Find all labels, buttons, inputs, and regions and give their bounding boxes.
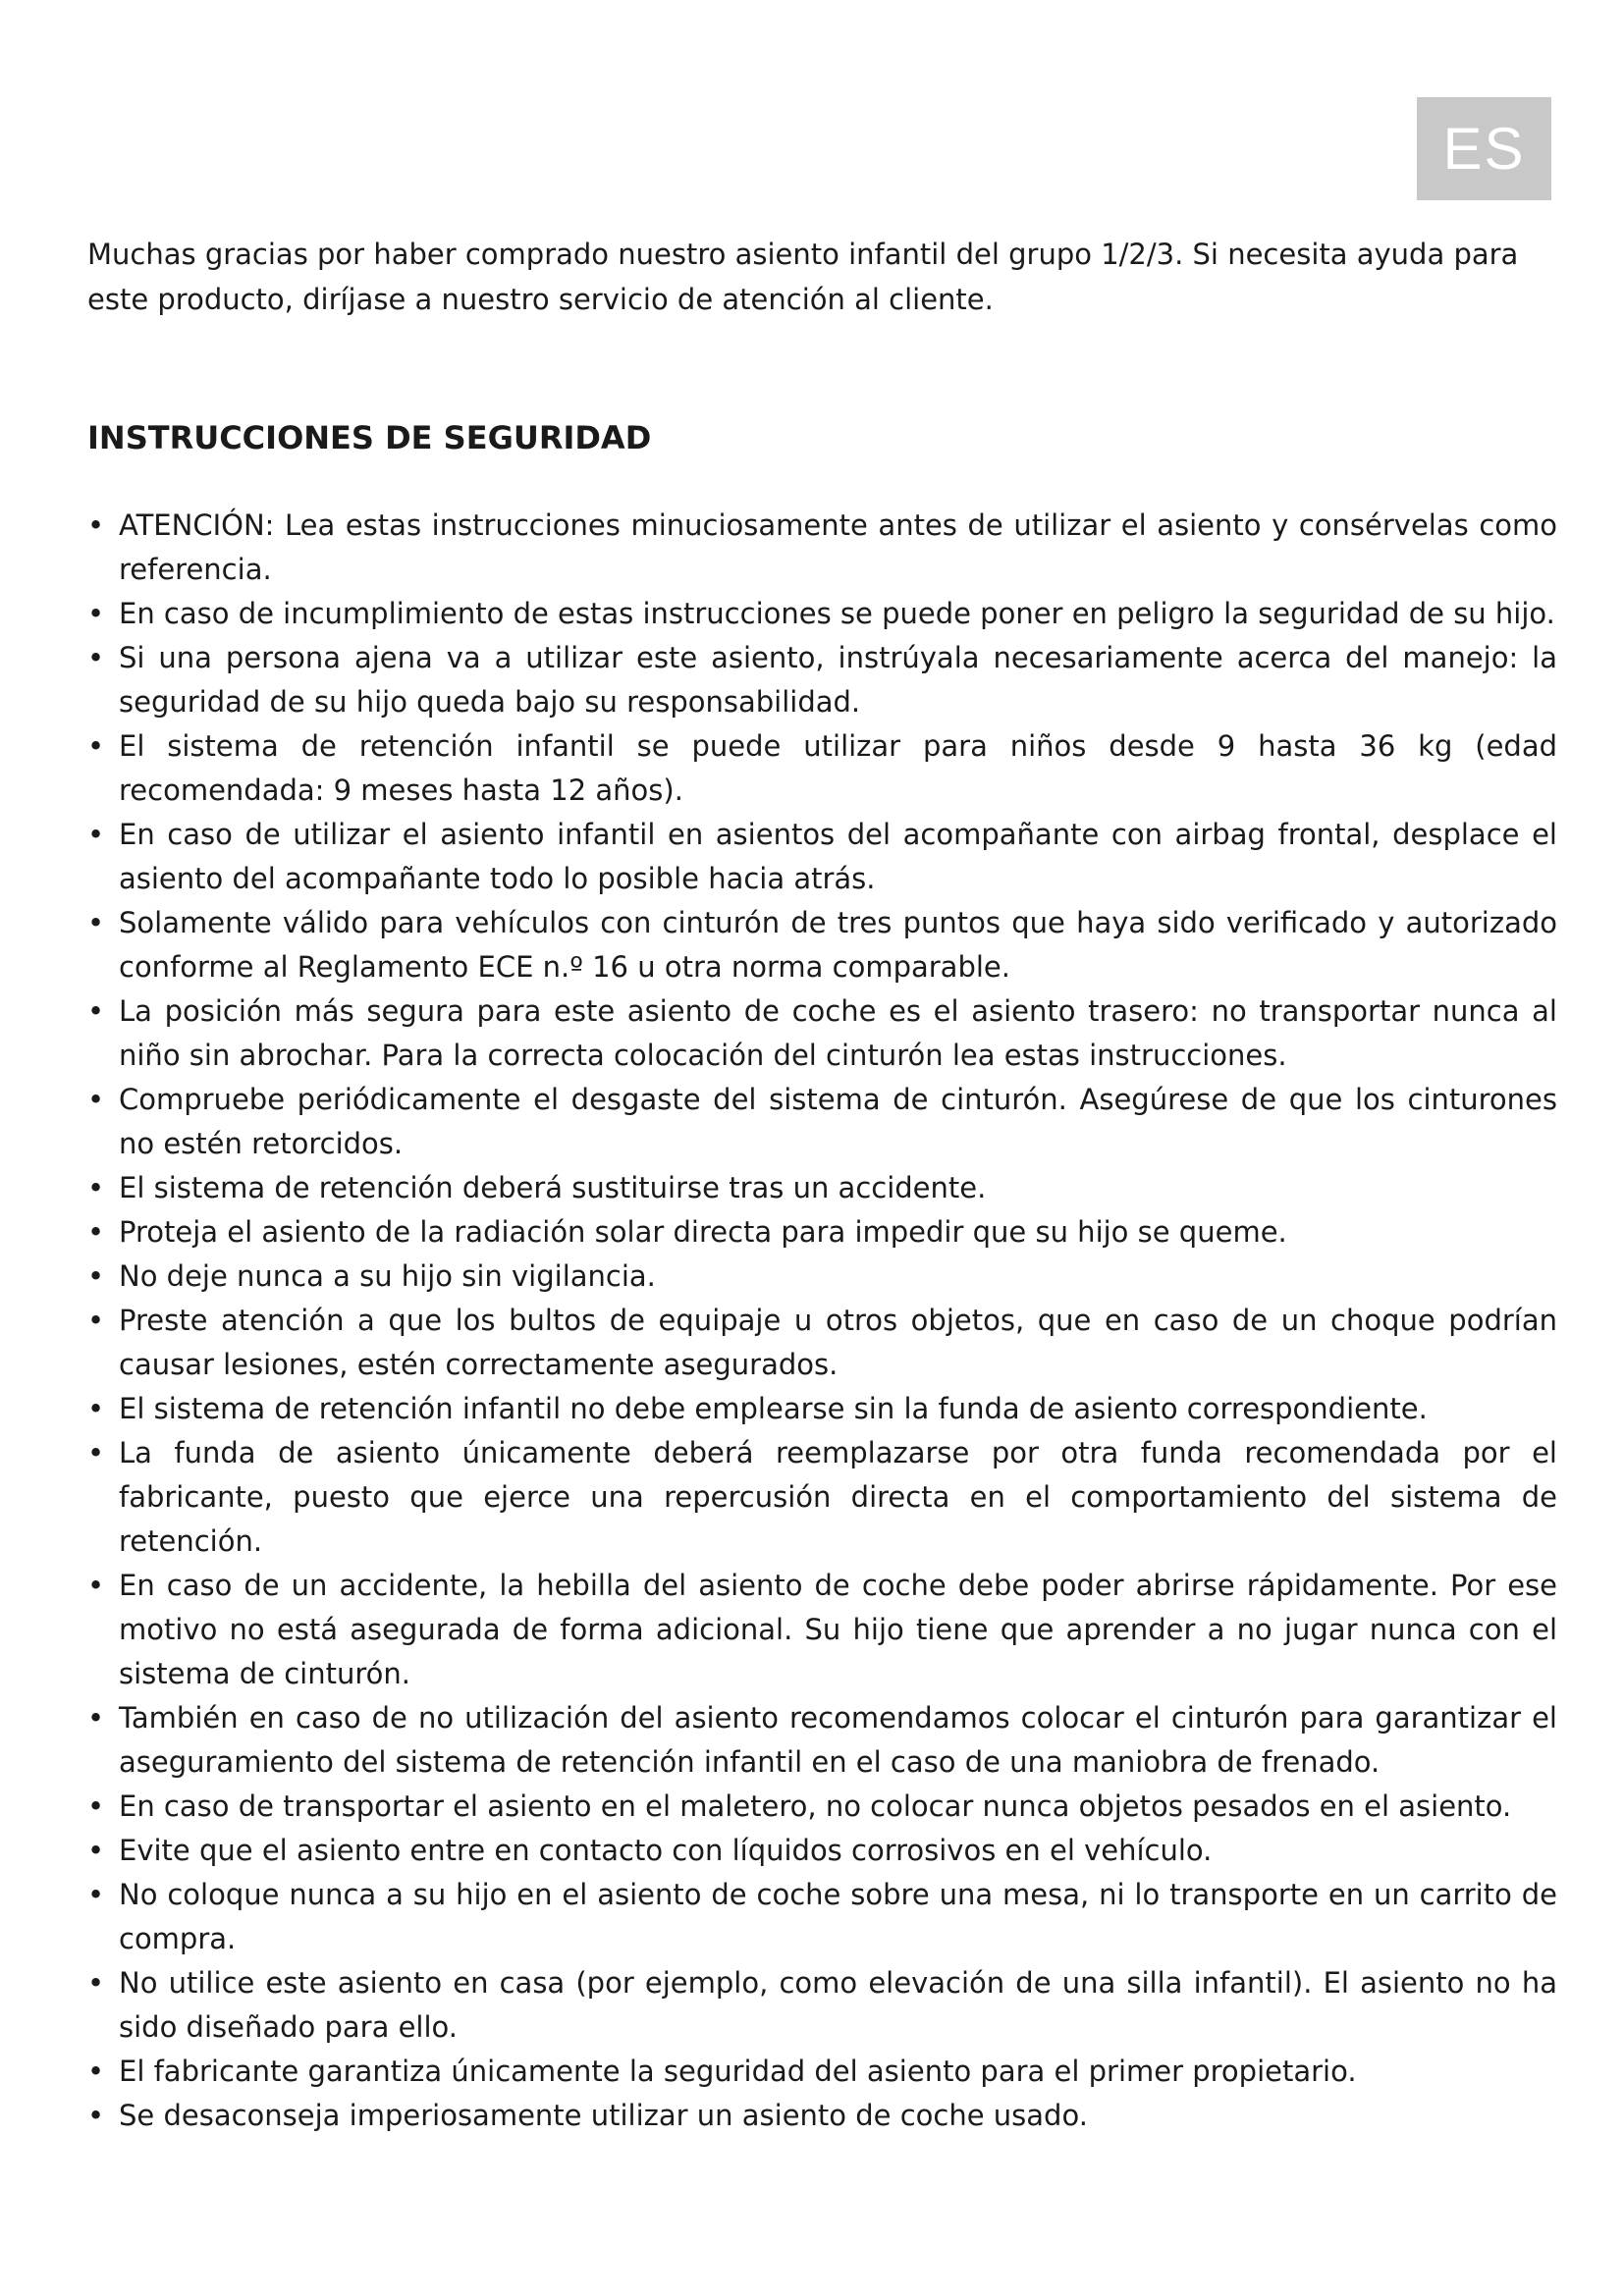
list-item-text: No utilice este asiento en casa (por ejemplo, como elevación de una silla infantil). El asiento no ha sido diseñado para ello. [119,1966,1557,2044]
list-item [87,504,1557,592]
list-item [87,1873,1557,1961]
bullet-icon: • [87,1789,105,1823]
list-item-text: El sistema de retención deberá sustituirse tras un accidente. [119,1171,987,1204]
list-item [87,592,1557,636]
list-item-text: ATENCIÓN: Lea estas instrucciones minuciosamente antes de utilizar el asiento y consérvelas como referencia. [119,508,1557,586]
list-item-text: En caso de transportar el asiento en el maletero, no colocar nunca objetos pesados en el asiento. [119,1789,1512,1823]
bullet-icon: • [87,1701,105,1735]
bullet-icon: • [87,906,105,939]
bullet-icon: • [87,994,105,1028]
list-item-text: Preste atención a que los bultos de equipaje u otros objetos, que en caso de un choque podrían causar lesiones, estén correctamente asegurados. [119,1304,1557,1381]
list-item [87,1829,1557,1873]
list-item-text: Evite que el asiento entre en contacto con líquidos corrosivos en el vehículo. [119,1834,1213,1867]
bullet-icon: • [87,597,105,630]
bullet-icon: • [87,641,105,674]
list-item-text: El sistema de retención infantil se puede utilizar para niños desde 9 hasta 36 kg (edad recomendada: 9 meses hasta 12 años). [119,729,1557,807]
bullet-icon: • [87,1083,105,1116]
list-item [87,1255,1557,1299]
list-item [87,2050,1557,2094]
bullet-icon: • [87,508,105,542]
list-item-text: La posición más segura para este asiento de coche es el asiento trasero: no transportar nunca al niño sin abrochar. Para la correcta colocación del cinturón lea estas instrucciones. [119,994,1557,1072]
list-item-text: No coloque nunca a su hijo en el asiento de coche sobre una mesa, ni lo transporte en un carrito de compra. [119,1878,1557,1955]
list-item [87,813,1557,901]
list-item-text: El sistema de retención infantil no debe emplearse sin la funda de asiento correspondiente. [119,1392,1428,1425]
bullet-icon: • [87,2055,105,2088]
list-item [87,1299,1557,1387]
intro-paragraph: Muchas gracias por haber comprado nuestro asiento infantil del grupo 1/2/3. Si necesita ayuda para este producto, diríjase a nuestro servicio de atención al cliente. [87,238,1519,316]
list-item [87,1078,1557,1166]
list-item-text: Se desaconseja imperiosamente utilizar un asiento de coche usado. [119,2099,1088,2132]
section-title: INSTRUCCIONES DE SEGURIDAD [87,419,652,456]
bullet-icon: • [87,1215,105,1249]
list-item-text: Proteja el asiento de la radiación solar directa para impedir que su hijo se queme. [119,1215,1287,1249]
list-item [87,1387,1557,1431]
list-item [87,1166,1557,1210]
list-item-text: La funda de asiento únicamente deberá reemplazarse por otra funda recomendada por el fabricante, puesto que ejerce una repercusión directa en el comportamiento del sistema de retención. [119,1436,1557,1558]
list-item [87,1961,1557,2050]
bullet-icon: • [87,1569,105,1602]
bullet-icon: • [87,1259,105,1293]
list-item [87,2094,1557,2138]
bullet-icon: • [87,818,105,851]
bullet-icon: • [87,1436,105,1469]
bullet-icon: • [87,1966,105,2000]
list-item [87,724,1557,813]
language-badge: ES [1417,97,1551,200]
bullet-icon: • [87,1878,105,1911]
bullet-icon: • [87,1171,105,1204]
safety-instructions-list [87,504,1557,2138]
list-item-text: Solamente válido para vehículos con cinturón de tres puntos que haya sido verificado y autorizado conforme al Reglamento ECE n.º 16 u otra norma comparable. [119,906,1557,984]
list-item-text: Compruebe periódicamente el desgaste del sistema de cinturón. Asegúrese de que los cinturones no estén retorcidos. [119,1083,1557,1160]
list-item-text: El fabricante garantiza únicamente la seguridad del asiento para el primer propietario. [119,2055,1357,2088]
list-item [87,1696,1557,1785]
list-item-text: En caso de incumplimiento de estas instrucciones se puede poner en peligro la seguridad de su hijo. [119,597,1555,630]
bullet-icon: • [87,729,105,763]
list-item-text: Si una persona ajena va a utilizar este asiento, instrúyala necesariamente acerca del manejo: la seguridad de su hijo queda bajo su responsabilidad. [119,641,1557,719]
bullet-icon: • [87,1834,105,1867]
list-item-text: En caso de un accidente, la hebilla del asiento de coche debe poder abrirse rápidamente. Por ese motivo no está asegurada de forma adicional. Su hijo tiene que aprender a no jugar nunca con el sistema de cinturón. [119,1569,1557,1690]
list-item [87,989,1557,1078]
bullet-icon: • [87,1392,105,1425]
list-item-text: En caso de utilizar el asiento infantil en asientos del acompañante con airbag frontal, desplace el asiento del acompañante todo lo posible hacia atrás. [119,818,1557,895]
bullet-icon: • [87,2099,105,2132]
list-item [87,636,1557,724]
bullet-icon: • [87,1304,105,1337]
list-item-text: No deje nunca a su hijo sin vigilancia. [119,1259,656,1293]
list-item [87,1431,1557,1564]
list-item [87,1564,1557,1696]
list-item [87,901,1557,989]
list-item [87,1785,1557,1829]
list-item-text: También en caso de no utilización del asiento recomendamos colocar el cinturón para garantizar el aseguramiento del sistema de retención infantil en el caso de una maniobra de frenado. [119,1701,1557,1779]
list-item [87,1210,1557,1255]
